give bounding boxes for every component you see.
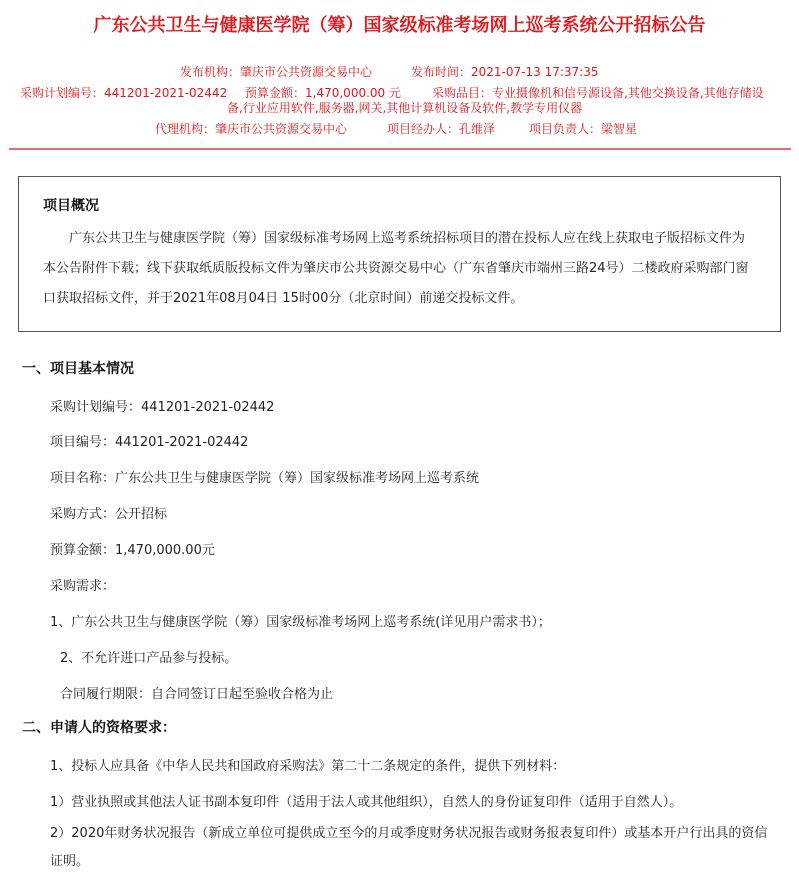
project-no-line: 项目编号：441201-2021-02442 xyxy=(50,435,249,450)
demand-item-2: 2、不允许进口产品参与投标。 xyxy=(60,651,238,666)
requirement-2: 2）2020年财务状况报告（新成立单位可提供成立至今的月或季度财务状况报告或财务报表复印件）或基本开户行出具的资信证明。 xyxy=(50,826,768,869)
plan-no-meta xyxy=(20,84,227,101)
leader-meta xyxy=(529,120,637,137)
agency-meta xyxy=(155,120,347,137)
manager-meta xyxy=(387,120,495,137)
publisher-meta xyxy=(180,63,372,80)
requirement-1a: 1）营业执照或其他法人证书副本复印件（适用于法人或其他组织），自然人的身份证复印件（适用于自然人）。 xyxy=(50,795,683,810)
overview-panel xyxy=(18,176,781,332)
publisher-label: 发布机构： xyxy=(180,65,241,79)
contract-period: 合同履行期限：自合同签订日起至验收合格为止 xyxy=(60,687,334,702)
page-title: 广东公共卫生与健康医学院（筹）国家级标准考场网上巡考系统公开招标公告 xyxy=(93,15,706,36)
items-meta-continued xyxy=(227,99,582,116)
overview-body: 广东公共卫生与健康医学院（筹）国家级标准考场网上巡考系统招标项目的潜在投标人应在线上获取电子版招标文件为本公告附件下载；线下获取纸质版投标文件为肇庆市公共资源交易中心（广东省肇庆市端州三路24号）二楼政府采购部门窗口获取招标文件，并于2021年08月04日 15时00分（北京时间）前递交投标文件。 xyxy=(43,231,749,306)
project-name-line: 项目名称：广东公共卫生与健康医学院（筹）国家级标准考场网上巡考系统 xyxy=(50,471,480,486)
time-value: 2021-07-13 17:37:35 xyxy=(471,65,599,79)
overview-heading: 项目概况 xyxy=(43,198,99,214)
demand-item-1: 1、广东公共卫生与健康医学院（筹）国家级标准考场网上巡考系统(详见用户需求书）； xyxy=(50,615,551,630)
requirement-1: 1、投标人应具备《中华人民共和国政府采购法》第二十二条规定的条件，提供下列材料： xyxy=(50,759,566,774)
time-meta xyxy=(411,63,598,80)
budget-line: 预算金额：1,470,000.00元 xyxy=(50,543,215,558)
items-value-line2: 备,行业应用软件,服务器,网关,其他计算机设备及软件,教学专用仪器 xyxy=(227,101,583,115)
time-label: 发布时间： xyxy=(411,65,472,79)
section1-heading: 一、项目基本情况 xyxy=(22,361,134,377)
budget-value: 1,470,000.00 元 xyxy=(305,86,401,100)
section2-heading: 二、申请人的资格要求： xyxy=(22,720,176,736)
plan-no-value: 441201-2021-02442 xyxy=(104,86,228,100)
items-label: 采购品目： xyxy=(432,86,493,100)
manager-value: 孔维泽 xyxy=(459,122,496,136)
agency-label: 代理机构： xyxy=(155,122,216,136)
leader-value: 梁智星 xyxy=(601,122,638,136)
leader-label: 项目负责人： xyxy=(529,122,602,136)
plan-no-line: 采购计划编号：441201-2021-02442 xyxy=(50,400,275,415)
plan-no-label: 采购计划编号： xyxy=(20,86,105,100)
header-divider xyxy=(9,148,791,150)
items-value-line1: 专业摄像机和信号源设备,其他交换设备,其他存储设 xyxy=(492,86,764,100)
method-line: 采购方式：公开招标 xyxy=(50,507,168,522)
agency-value: 肇庆市公共资源交易中心 xyxy=(215,122,348,136)
manager-label: 项目经办人： xyxy=(387,122,460,136)
demand-label: 采购需求： xyxy=(50,579,116,594)
publisher-value: 肇庆市公共资源交易中心 xyxy=(240,65,373,79)
budget-label: 预算金额： xyxy=(245,86,306,100)
